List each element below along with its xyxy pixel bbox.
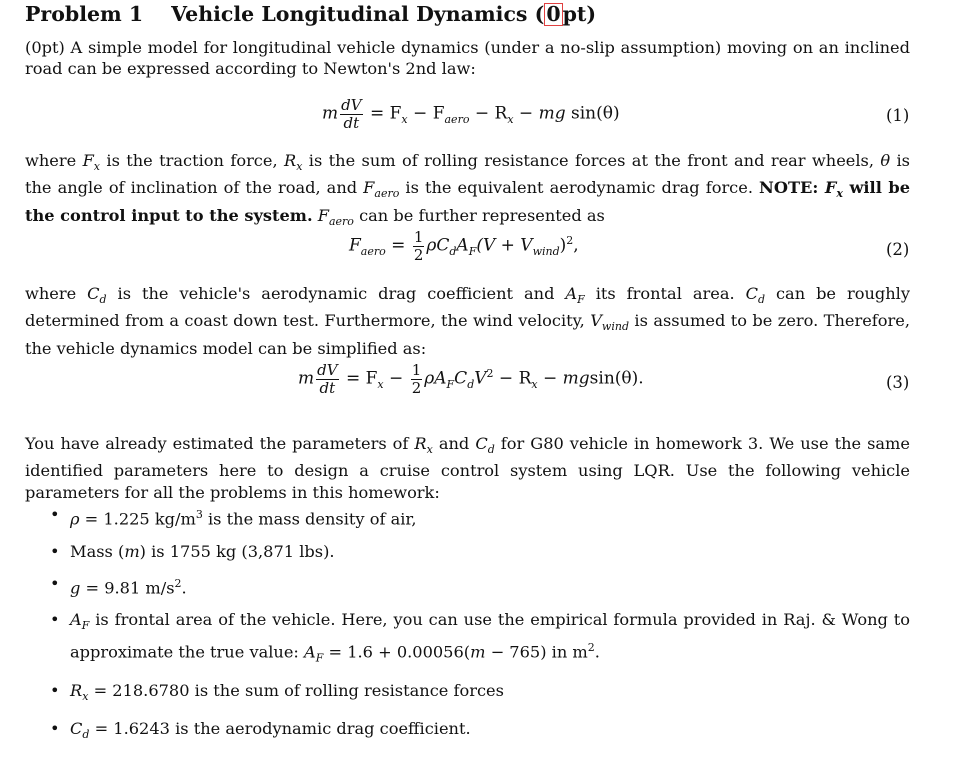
equation-3-number: (3) <box>886 373 910 392</box>
p3-t4: can be roughly determined from a coast down test. Furthermore, the wind velocity, <box>25 284 910 331</box>
eq1-faero-sub: aero <box>444 112 470 126</box>
eq3-af-sub: F <box>446 377 455 391</box>
eq3-rho: ρA <box>424 368 447 389</box>
b1-val: = 1.225 kg/m <box>79 509 196 529</box>
equation-2-number: (2) <box>886 240 910 259</box>
p3-af: A <box>565 284 578 303</box>
paragraph-drag <box>25 283 910 359</box>
eq3-fx: = F <box>340 368 378 389</box>
p4-cd-sub: d <box>487 443 495 457</box>
b5-r-sub: x <box>82 689 89 703</box>
p4-t3: for G80 vehicle in homework 3. We use the same identified parameters here to design a cruise control system using LQR. Use the following vehicle parameters for all the problems in this homework: <box>25 434 910 502</box>
p2-faero-sub: aero <box>374 187 400 201</box>
eq1-rx-sub: x <box>507 112 514 126</box>
eq2-cd-sub: d <box>449 244 457 258</box>
p2-t3: is the sum of rolling resistance forces at the front and rear wheels, <box>302 151 881 170</box>
b4-a: A <box>70 610 82 630</box>
eq2-lhs-sub: aero <box>360 244 386 258</box>
eq1-fx-sub: x <box>401 112 408 126</box>
eq1-mass: m <box>322 103 339 124</box>
p2-note-b: will be the control input to the system. <box>25 178 911 225</box>
eq2-af-sub: F <box>468 244 477 258</box>
p2-t5: is the equivalent aerodynamic drag force. <box>399 178 760 198</box>
equation-3 <box>298 362 644 396</box>
p2-rx-sub: x <box>296 160 303 174</box>
b6-c: C <box>70 719 83 739</box>
p2-faero: F <box>363 178 375 198</box>
eq2-half <box>413 229 425 263</box>
equation-1-number: (1) <box>886 106 910 125</box>
p3-t5: is assumed to be zero. Therefore, the vehicle dynamics model can be simplified as: <box>25 311 910 358</box>
eq1-frac-den: dt <box>343 113 360 132</box>
b4-sup: 2 <box>587 640 595 654</box>
eq3-c: C <box>454 368 468 389</box>
eq2-frac-num: 1 <box>413 228 424 246</box>
equation-1 <box>322 97 620 131</box>
b5-r: R <box>70 680 83 700</box>
b4-formula: = 1.6 + 0.00056( <box>323 642 471 662</box>
problem-number: Problem 1 <box>25 2 144 26</box>
b3-end: . <box>181 578 187 598</box>
eq3-half <box>411 362 423 396</box>
p3-af-sub: F <box>577 293 585 307</box>
b4-a2-sub: F <box>315 651 324 665</box>
b4-a-sub: F <box>81 619 90 633</box>
list-item-rolling-resistance <box>50 680 910 707</box>
eq1-frac-num: dV <box>341 96 362 114</box>
eq3-rx-sub: x <box>531 377 538 391</box>
eq1-mg: − mg <box>513 103 566 124</box>
eq3-sin: sin(θ). <box>589 368 644 389</box>
intro-paragraph: (0pt) A simple model for longitudinal vehicle dynamics (under a no-slip assumption) moving on an inclined road can be expressed according to Newton's 2nd law: <box>25 38 910 79</box>
b2-txt: Mass ( <box>70 541 125 561</box>
eq3-frac-den: dt <box>319 378 336 397</box>
p3-vw-sub: wind <box>601 320 629 334</box>
p3-cd-sub: d <box>99 293 107 307</box>
p2-rx: R <box>283 151 297 170</box>
eq2-frac-den: 2 <box>413 245 424 264</box>
eq3-sq: 2 <box>486 366 494 380</box>
p2-note-fx-sub: x <box>836 187 843 201</box>
problem-title-prefix: Vehicle Longitudinal Dynamics ( <box>171 2 545 26</box>
b3-sup: 2 <box>174 576 182 590</box>
eq2-comma: , <box>573 235 579 256</box>
b1-sup: 3 <box>195 508 203 521</box>
list-item-mass <box>50 541 910 562</box>
b3-sym: g <box>70 578 81 598</box>
eq2-paren: (V + V <box>476 235 533 256</box>
eq2-rho: ρC <box>426 235 450 256</box>
b2-m: m <box>124 541 140 561</box>
b4-t1: is frontal area of the vehicle. Here, you can use the empirical formula provided in Raj. & Wong to approximate the true value: <box>70 610 910 662</box>
b4-a2: A <box>304 642 316 662</box>
eq3-cd-sub: d <box>467 377 475 391</box>
eq3-rx: − R <box>493 368 532 389</box>
p3-t2: is the vehicle's aerodynamic drag coefficient and <box>106 284 566 303</box>
b6-t: = 1.6243 is the aerodynamic drag coefficient. <box>89 719 471 739</box>
p2-fx-sub: x <box>93 160 101 174</box>
b2-rest: ) is 1755 kg (3,871 lbs). <box>139 541 335 561</box>
p4-rx: R <box>414 434 427 453</box>
eq2-lhs: F <box>349 235 361 256</box>
eq1-sin: sin(θ) <box>565 103 620 124</box>
b1-txt: is the mass density of air, <box>202 509 417 529</box>
eq3-half-num: 1 <box>411 361 422 379</box>
eq1-fx: = F <box>369 103 402 124</box>
p2-t1: where <box>25 151 83 170</box>
b4-formula2: − 765) in m <box>485 642 588 662</box>
p2-faero2-sub: aero <box>328 215 354 229</box>
equation-2 <box>349 229 579 263</box>
eq1-faero: − F <box>407 103 445 124</box>
list-item-air-density <box>50 504 910 530</box>
b1-sym: ρ <box>70 509 80 529</box>
eq1-derivative <box>340 97 362 131</box>
paragraph-parameters-intro <box>25 433 910 503</box>
paragraph-definitions <box>25 150 910 232</box>
p2-t4: is the angle of inclination of the road, and <box>25 151 910 198</box>
eq2-close: ) <box>559 235 567 256</box>
b5-t: = 218.6780 is the sum of rolling resistance forces <box>88 680 504 700</box>
eq2-sq: 2 <box>566 233 574 247</box>
p2-t2: is the traction force, <box>100 151 284 170</box>
p2-fx: F <box>82 151 94 170</box>
p4-cd: C <box>475 434 488 453</box>
p3-cd: C <box>87 284 100 303</box>
b4-m: m <box>470 642 486 662</box>
eq3-frac-num: dV <box>317 361 338 379</box>
text-cursor-highlight[interactable]: 0 <box>546 2 561 26</box>
eq3-fx-sub: x <box>377 377 384 391</box>
p3-cd2-sub: d <box>757 293 766 307</box>
p2-note-fx: F <box>824 178 837 198</box>
b3-val: = 9.81 m/s <box>80 578 175 598</box>
p3-cd2: C <box>745 284 758 303</box>
p2-theta: θ <box>880 151 891 170</box>
list-item-frontal-area <box>50 609 910 668</box>
eq3-mg: − mg <box>537 368 590 389</box>
eq3-derivative <box>316 362 338 396</box>
p4-t2: and <box>432 434 476 453</box>
p2-t7: can be further represented as <box>353 205 605 225</box>
p4-t1: You have already estimated the parameters of <box>25 434 415 453</box>
b4-end: . <box>594 642 600 662</box>
eq1-rx: − R <box>469 103 508 124</box>
eq3-half-den: 2 <box>411 378 422 397</box>
eq2-wind-sub: wind <box>532 244 560 258</box>
list-item-drag-coefficient <box>50 718 910 745</box>
p2-faero2: F <box>317 205 329 225</box>
parameter-list <box>50 504 910 757</box>
problem-heading <box>25 2 596 26</box>
eq2-a: A <box>456 235 469 256</box>
p3-vw: V <box>590 311 602 331</box>
p4-rx-sub: x <box>426 443 433 457</box>
eq3-mass: m <box>298 368 315 389</box>
eq3-minus: − <box>383 368 409 389</box>
problem-title-suffix: pt) <box>562 2 597 26</box>
p3-t1: where <box>25 284 88 303</box>
eq2-equals: = <box>385 235 411 256</box>
p3-t3: its frontal area. <box>584 284 746 303</box>
b6-c-sub: d <box>82 728 90 742</box>
list-item-gravity <box>50 573 910 599</box>
eq3-v: V <box>474 368 487 389</box>
p2-note-a: NOTE: <box>759 178 825 198</box>
